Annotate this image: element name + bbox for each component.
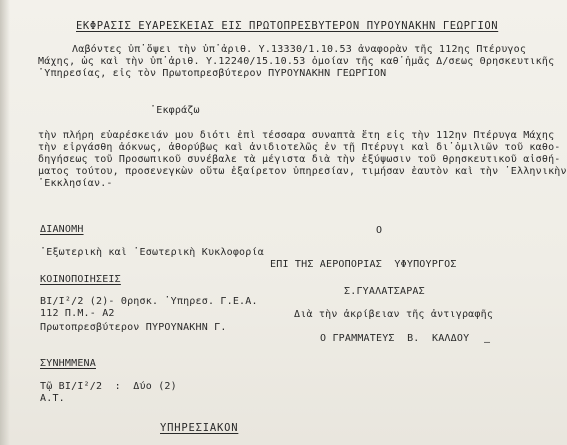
notifications-line-2: 112 Π.Μ.- Α2 bbox=[40, 308, 115, 319]
intro-line-1: Λαβόντες ὑπ᾽ὄψει τὴν ὑπ᾽ἀριθ. Υ.13330/1.10.53 ἀναφορὰν τῆς 112ης Πτέρυγος bbox=[72, 44, 527, 55]
body-line-3: δηγήσεως τοῦ Προσωπικοῦ συνέβαλε τὰ μέγιστα διὰ τὴν ἐξύψωσιν τοῦ θρησκευτικοῦ αἰσθή- bbox=[38, 154, 561, 165]
notifications-line-1: ΒΙ/Ι²/2 (2)- Θρησκ. ᾽Υπηρεσ. Γ.Ε.Α. bbox=[40, 296, 258, 307]
notifications-line-3: Πρωτοπρεσβύτερον ΠΥΡΟΥΝΑΚΗΝ Γ. bbox=[40, 322, 227, 333]
signature-article: Ο bbox=[376, 225, 383, 236]
body-line-1: τὴν πλήρη εὐαρέσκειάν μου διότι ἐπὶ τέσσαρα συναπτὰ ἔτη εἰς τὴν 112ην Πτέρυγα Μάχης bbox=[38, 130, 555, 141]
signature-name: Σ.ΓΥΑΛΑΤΣΑΡΑΣ bbox=[344, 286, 425, 297]
scan-edge bbox=[0, 0, 10, 445]
notifications-label: ΚΟΙΝΟΠΟΙΗΣΕΙΣ bbox=[40, 274, 121, 285]
intro-line-3: ᾽Υπηρεσίας, εἰς τὸν Πρωτοπρεσβύτερον ΠΥΡΟΥΝΑΚΗΝ ΓΕΩΡΓΙΟΝ bbox=[38, 68, 387, 79]
body-line-4: ματος τούτου, προσενεγκὼν οὕτω ἐξαίρετον ὑπηρεσίαν, τιμήσαν ἑαυτὸν καὶ τὴν ᾽Ελληνικὴν bbox=[38, 166, 567, 177]
intro-line-2: Μάχης, ὡς καὶ τὴν ὑπ᾽ἀριθ. Υ.12240/15.10.53 ὁμοίαν τῆς καθ᾽ἡμᾶς Δ/σεως Θρησκευτικῆς bbox=[38, 56, 555, 67]
distribution-label: ΔΙΑΝΟΜΗ bbox=[40, 224, 84, 235]
secretary-line: Ο ΓΡΑΜΜΑΤΕΥΣ Β. ΚΑΛΔΟΥ bbox=[320, 333, 470, 344]
footer-stamp: ΥΠΗΡΕΣΙΑΚΟΝ bbox=[160, 422, 239, 434]
attachments-line-2: Α.Τ. bbox=[40, 393, 65, 404]
attachments-line-1: Τῷ ΒΙ/Ι²/2 : Δύο (2) bbox=[40, 381, 177, 392]
body-line-5: ᾽Εκκλησίαν.- bbox=[38, 178, 113, 189]
distribution-text: ᾽Εξωτερικὴ καὶ ᾽Εσωτερικὴ Κυκλοφορία bbox=[40, 247, 264, 258]
signature-role: ΕΠΙ ΤΗΣ ΑΕΡΟΠΟΡΙΑΣ ΥΦΥΠΟΥΡΓΟΣ bbox=[270, 259, 457, 270]
secretary-mark: – bbox=[484, 337, 491, 348]
body-line-2: τὴν εἰργάσθη ἀόκνως, ἀθορύβως καὶ ἀνιδιοτελῶς ἐν τῇ Πτέρυγι καὶ δι᾽ὁμιλιῶν τοῦ καθο- bbox=[38, 142, 561, 153]
document-title: ΕΚΦΡΑΣΙΣ ΕΥΑΡΕΣΚΕΙΑΣ ΕΙΣ ΠΡΩΤΟΠΡΕΣΒΥΤΕΡΟΝ ΠΥΡΟΥΝΑΚΗΝ ΓΕΩΡΓΙΟΝ bbox=[76, 20, 499, 32]
attachments-label: ΣΥΝΗΜΜΕΝΑ bbox=[40, 358, 96, 369]
certify-line: Διὰ τὴν ἀκρίβειαν τῆς ἀντιγραφῆς bbox=[294, 309, 494, 320]
heading-ekfrazo: ᾽Εκφράζω bbox=[150, 105, 200, 116]
